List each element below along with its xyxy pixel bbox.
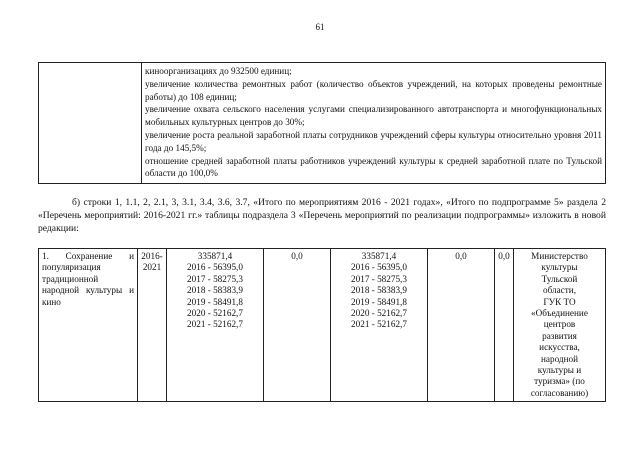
table-row bbox=[39, 249, 606, 402]
indicators-cell bbox=[142, 63, 606, 184]
measures-table bbox=[38, 248, 606, 402]
page-number: 61 bbox=[315, 22, 325, 32]
total-funding: 335871,4 2016 - 56395,0 2017 - 58275,3 2018 - 58383,9 2019 - 58491,8 2020 - 52162,7 2021 - 52162,7 bbox=[167, 249, 264, 402]
measure-years: 2016- 2021 bbox=[138, 249, 167, 402]
amendment-text: б) строки 1, 1.1, 2, 2.1, 3, 3.1, 3.4, 3.6, 3.7, «Итого по мероприятиям 2016 - 2021 годах», «Итого по подпрограмме 5» раздела 2 «Перечень мероприятий: 2016-2021 гг.» таблицы подраздела 3 «Перечень мероприятий по реализации подпрограммы» изложить в новой редакции: bbox=[38, 197, 606, 234]
regional-funding: 335871,4 2016 - 56395,0 2017 - 58275,3 2018 - 58383,9 2019 - 58491,8 2020 - 52162,7 2021 - 52162,7 bbox=[331, 249, 428, 402]
indicator-item: кинoорганизациях до 932500 единиц; bbox=[145, 66, 292, 76]
indicators-table bbox=[38, 62, 606, 184]
other-funding: 0,0 bbox=[495, 249, 514, 402]
amendment-paragraph bbox=[38, 196, 606, 235]
indicator-item: отношение средней заработной платы работников учреждений культуры к средней заработной плате по Тульской области до 100,0% bbox=[145, 155, 602, 179]
federal-funding: 0,0 bbox=[264, 249, 331, 402]
indicator-item: увеличение охвата сельского населения услугами специализированного автотранспорта и многофункциональных мобильных культурных центров до 30%; bbox=[145, 104, 602, 128]
measure-name: 1. Сохранение и популяризация традиционной народной культуры и кино bbox=[39, 249, 138, 402]
indicator-item: увеличение количества ремонтных работ (количество объектов учреждений, на которых проведены ремонтные работы) до 108 единиц; bbox=[145, 78, 602, 102]
municipal-funding: 0,0 bbox=[428, 249, 495, 402]
indicator-item: увеличение роста реальной заработной платы сотрудников учреждений сферы культуры относительно уровня 2011 года до 145,5%; bbox=[145, 129, 602, 153]
executor: Министерство культуры Тульской области, ГУК ТО «Объединение центров развития искусства, народной культуры и туризма» (по согласованию) bbox=[514, 249, 606, 402]
empty-cell bbox=[39, 63, 142, 184]
